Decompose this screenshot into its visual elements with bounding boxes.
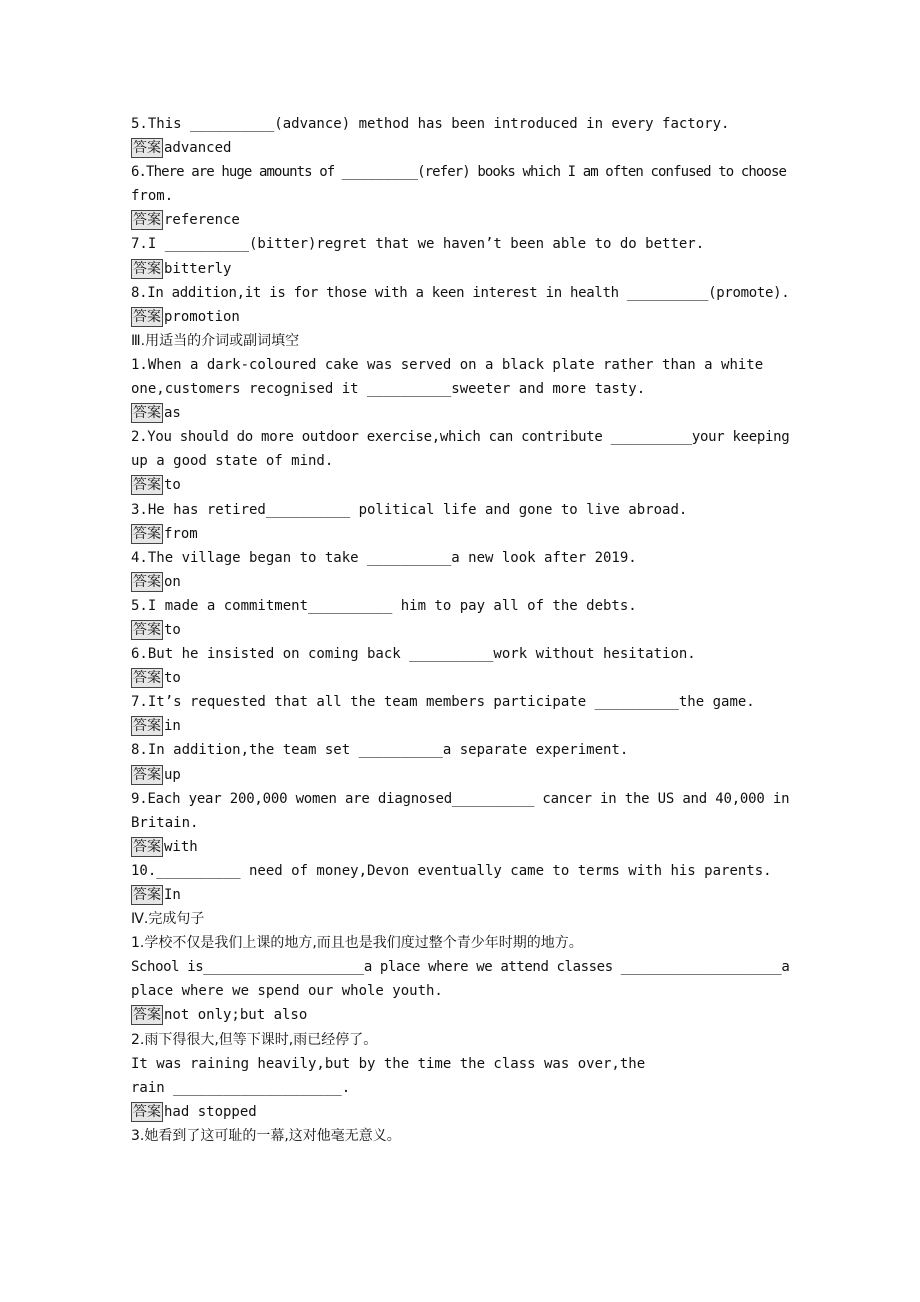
question-line: 7.I __________(bitter)regret that we haven’t been able to do better. <box>131 236 705 253</box>
answer-text: had stopped <box>164 1103 257 1120</box>
question-line: 4.The village began to take __________a new look after 2019. <box>131 549 637 566</box>
question-line: from. <box>131 188 174 205</box>
answer-text: with <box>164 838 198 855</box>
sec4-item-3-prompt: 3.她看到了这可耻的一幕,这对他毫无意义。 <box>131 1127 401 1144</box>
answer-badge: 答案 <box>133 766 161 783</box>
question-line: 2.You should do more outdoor exercise,which can contribute __________your keeping <box>131 429 790 446</box>
answer-badge: 答案 <box>133 670 161 687</box>
section-heading-4: Ⅳ.完成句子 <box>131 911 205 928</box>
answer-text: bitterly <box>164 260 232 277</box>
answer-badge: 答案 <box>133 621 161 638</box>
sec3-item-3 <box>131 498 791 546</box>
sec4-item-1 <box>131 931 791 1027</box>
answer-text: up <box>164 766 181 783</box>
question-line: 5.This __________(advance) method has been introduced in every factory. <box>131 116 730 132</box>
sec3-item-7 <box>131 690 791 738</box>
sec2-item-7 <box>131 232 791 280</box>
answer-badge: 答案 <box>133 718 161 735</box>
answer-text: In <box>164 887 181 903</box>
answer-text: in <box>164 718 181 735</box>
answer-badge: 答案 <box>133 887 161 903</box>
answer-badge: 答案 <box>133 525 161 542</box>
answer-text: reference <box>164 212 240 229</box>
question-line: 6.But he insisted on coming back __________work without hesitation. <box>131 646 696 663</box>
sec3-item-1 <box>131 353 791 425</box>
answer-text: to <box>164 670 181 687</box>
answer-text: not only;but also <box>164 1007 308 1024</box>
sec3-item-9 <box>131 787 791 859</box>
answer-badge: 答案 <box>133 308 161 325</box>
chinese-prompt: 1.学校不仅是我们上课的地方,而且也是我们度过整个青少年时期的地方。 <box>131 935 583 952</box>
answer-text: promotion <box>164 308 240 325</box>
question-line: rain ____________________. <box>131 1079 351 1096</box>
question-line: 8.In addition,the team set __________a separate experiment. <box>131 742 629 759</box>
sec4-item-2 <box>131 1028 791 1124</box>
answer-text: to <box>164 477 181 494</box>
sec3-item-10 <box>131 859 791 907</box>
question-line: 1.When a dark-coloured cake was served on a black plate rather than a white <box>131 356 764 373</box>
answer-badge: 答案 <box>133 140 161 157</box>
answer-badge: 答案 <box>133 405 161 422</box>
answer-badge: 答案 <box>133 1103 161 1120</box>
question-line: 8.In addition,it is for those with a keen interest in health __________(promote). <box>131 284 790 301</box>
sec3-item-2 <box>131 425 791 497</box>
question-line: School is____________________a place where we attend classes ____________________a <box>131 959 790 976</box>
answer-badge: 答案 <box>133 260 161 277</box>
answer-text: on <box>164 573 181 590</box>
answer-text: advanced <box>164 140 232 157</box>
question-line: It was raining heavily,but by the time the class was over,the <box>131 1055 646 1072</box>
section-heading-3: Ⅲ.用适当的介词或副词填空 <box>131 332 300 349</box>
worksheet-page <box>131 112 791 1148</box>
question-line: place where we spend our whole youth. <box>131 983 443 1000</box>
sec3-item-8 <box>131 738 791 786</box>
sec3-item-4 <box>131 546 791 594</box>
sec2-item-5 <box>131 112 791 160</box>
answer-badge: 答案 <box>133 212 161 229</box>
question-line: 9.Each year 200,000 women are diagnosed__________ cancer in the US and 40,000 in <box>131 790 790 807</box>
question-line: one,customers recognised it __________sweeter and more tasty. <box>131 381 646 398</box>
question-line: 5.I made a commitment__________ him to pay all of the debts. <box>131 597 637 614</box>
answer-badge: 答案 <box>133 573 161 590</box>
question-line: 7.It’s requested that all the team members participate __________the game. <box>131 694 755 711</box>
answer-badge: 答案 <box>133 838 161 855</box>
sec3-item-5 <box>131 594 791 642</box>
sec3-item-6 <box>131 642 791 690</box>
question-line: 10.__________ need of money,Devon eventually came to terms with his parents. <box>131 862 772 879</box>
answer-badge: 答案 <box>133 1007 161 1024</box>
answer-badge: 答案 <box>133 477 161 494</box>
answer-text: to <box>164 621 181 638</box>
chinese-prompt: 2.雨下得很大,但等下课时,雨已经停了。 <box>131 1031 378 1048</box>
answer-text: as <box>164 405 181 422</box>
question-line: Britain. <box>131 814 199 831</box>
question-line: up a good state of mind. <box>131 453 334 470</box>
answer-text: from <box>164 525 198 542</box>
sec2-item-6 <box>131 160 791 232</box>
question-line: 3.He has retired__________ political life and gone to live abroad. <box>131 501 688 518</box>
question-line: 6.There are huge amounts of __________(refer) books which I am often confused to choose <box>131 164 786 181</box>
sec2-item-8 <box>131 281 791 329</box>
